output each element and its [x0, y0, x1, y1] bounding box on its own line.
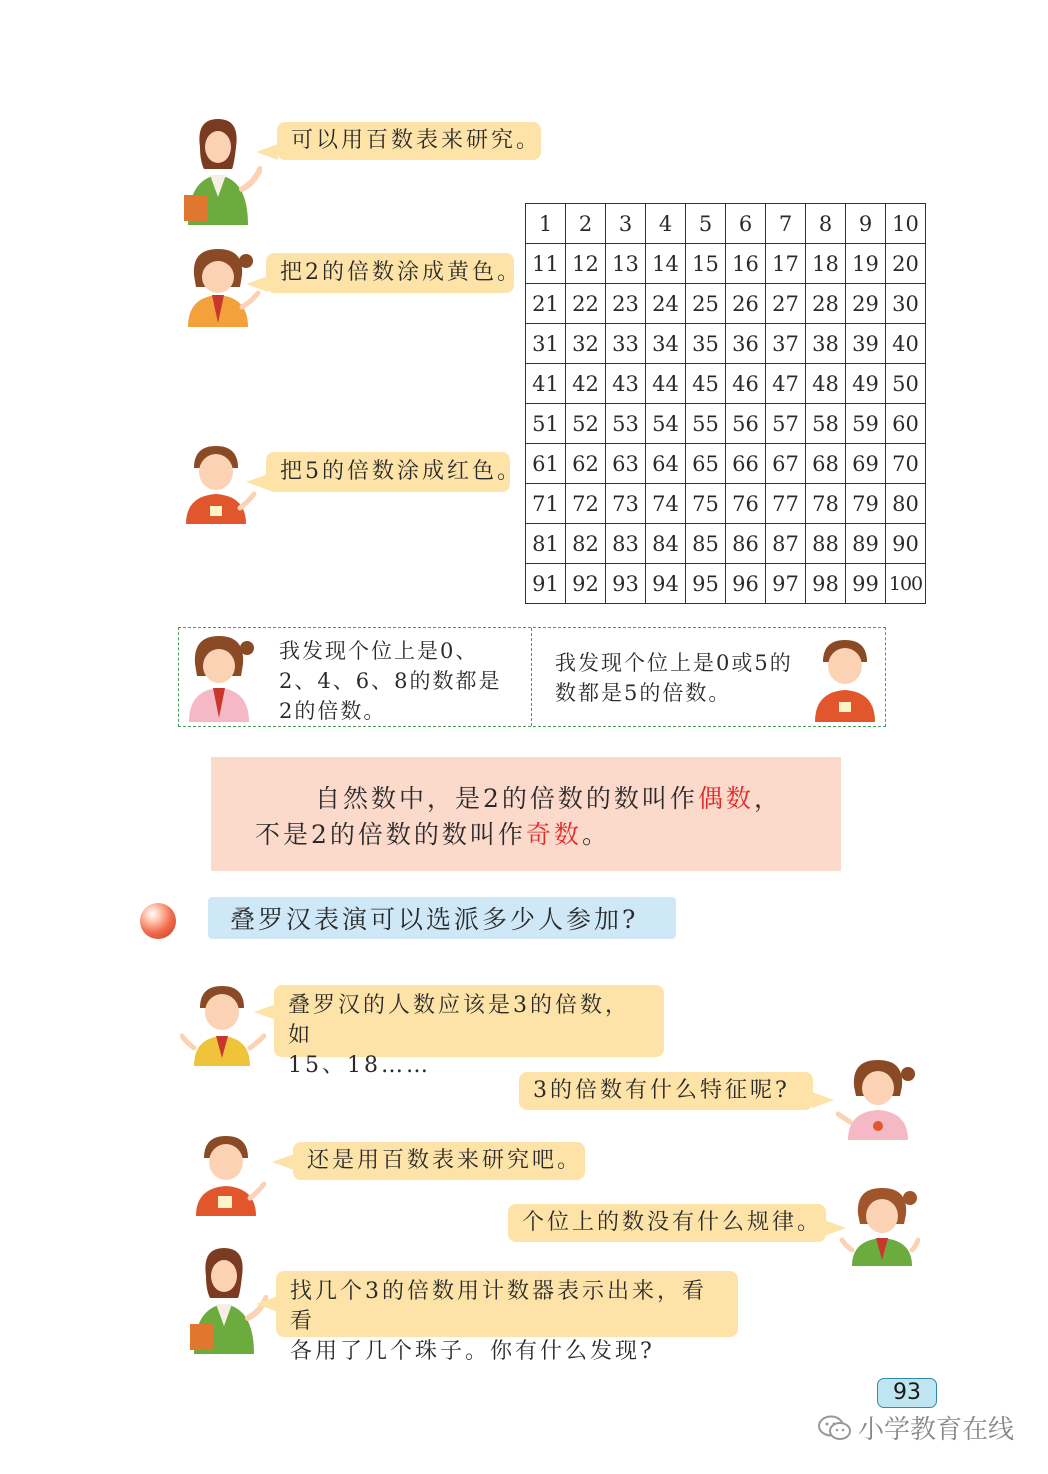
- table-cell: 5: [686, 204, 726, 244]
- discovery-box: [178, 627, 886, 727]
- table-cell: 64: [646, 444, 686, 484]
- table-cell: 47: [766, 364, 806, 404]
- table-cell: 95: [686, 564, 726, 604]
- definition-box: [211, 757, 841, 871]
- table-cell: 81: [526, 524, 566, 564]
- table-cell: 59: [846, 404, 886, 444]
- table-row: [526, 204, 926, 244]
- definition-line-1: [315, 779, 782, 815]
- table-cell: 11: [526, 244, 566, 284]
- speech-bubble-teacher-2: [276, 1271, 738, 1364]
- page-number: 93: [877, 1378, 937, 1408]
- table-cell: 2: [566, 204, 606, 244]
- table-cell: 57: [766, 404, 806, 444]
- definition-line-2: [255, 815, 610, 851]
- table-cell: 49: [846, 364, 886, 404]
- bubble-tail: [812, 1092, 834, 1108]
- table-cell: 3: [606, 204, 646, 244]
- definition-text: 。: [581, 820, 610, 849]
- question-heading: 叠罗汉表演可以选派多少人参加?: [208, 897, 676, 939]
- table-cell: 88: [806, 524, 846, 564]
- table-cell: 10: [886, 204, 926, 244]
- table-cell: 71: [526, 484, 566, 524]
- table-cell: 42: [566, 364, 606, 404]
- speech-bubble-girl-3: 个位上的数没有什么规律。: [508, 1204, 826, 1242]
- table-cell: 54: [646, 404, 686, 444]
- table-cell: 37: [766, 324, 806, 364]
- table-cell: 36: [726, 324, 766, 364]
- table-cell: 35: [686, 324, 726, 364]
- table-row: [526, 324, 926, 364]
- speech-bubble-girl-2: 3的倍数有什么特征呢?: [519, 1072, 813, 1110]
- discovery-left-text: [279, 636, 501, 726]
- table-row: [526, 444, 926, 484]
- table-cell: 99: [846, 564, 886, 604]
- table-cell: 18: [806, 244, 846, 284]
- table-cell: 85: [686, 524, 726, 564]
- table-cell: 13: [606, 244, 646, 284]
- table-cell: 76: [726, 484, 766, 524]
- speech-bubble-boy: 把5的倍数涂成红色。: [266, 452, 510, 492]
- table-cell: 98: [806, 564, 846, 604]
- table-cell: 53: [606, 404, 646, 444]
- definition-text: 自然数中，是2的倍数的数叫作: [315, 784, 698, 813]
- table-cell: 12: [566, 244, 606, 284]
- table-cell: 79: [846, 484, 886, 524]
- table-cell: 94: [646, 564, 686, 604]
- table-cell: 90: [886, 524, 926, 564]
- table-cell: 73: [606, 484, 646, 524]
- table-cell: 55: [686, 404, 726, 444]
- teacher-figure-icon: [182, 117, 262, 225]
- bubble-text: [288, 991, 650, 1081]
- table-cell: 77: [766, 484, 806, 524]
- definition-text: ，: [753, 784, 782, 813]
- table-cell: 6: [726, 204, 766, 244]
- table-cell: 50: [886, 364, 926, 404]
- table-cell: 46: [726, 364, 766, 404]
- table-cell: 38: [806, 324, 846, 364]
- speech-bubble-teacher: 可以用百数表来研究。: [277, 122, 541, 160]
- table-cell: 14: [646, 244, 686, 284]
- table-cell: 97: [766, 564, 806, 604]
- table-cell: 9: [846, 204, 886, 244]
- table-row: [526, 404, 926, 444]
- girl-figure-icon: [836, 1056, 916, 1140]
- table-cell: 30: [886, 284, 926, 324]
- table-cell: 56: [726, 404, 766, 444]
- table-cell: 93: [606, 564, 646, 604]
- boy-figure-icon: [180, 984, 266, 1066]
- table-cell: 15: [686, 244, 726, 284]
- table-cell: 19: [846, 244, 886, 284]
- bubble-tail: [256, 1296, 278, 1312]
- table-cell: 39: [846, 324, 886, 364]
- table-cell: 20: [886, 244, 926, 284]
- table-cell: 69: [846, 444, 886, 484]
- bubble-text: [290, 1277, 724, 1367]
- bubble-line: 叠罗汉的人数应该是3的倍数，如: [288, 993, 630, 1048]
- table-cell: 44: [646, 364, 686, 404]
- table-row: [526, 364, 926, 404]
- table-cell: 28: [806, 284, 846, 324]
- table-cell: 68: [806, 444, 846, 484]
- table-row: [526, 244, 926, 284]
- girl-figure-icon: [185, 634, 263, 722]
- table-cell: 89: [846, 524, 886, 564]
- table-cell: 63: [606, 444, 646, 484]
- table-row: [526, 524, 926, 564]
- table-cell: 43: [606, 364, 646, 404]
- table-cell: 45: [686, 364, 726, 404]
- watermark-text: 小学教育在线: [858, 1415, 1015, 1445]
- table-cell: 25: [686, 284, 726, 324]
- bubble-tail: [256, 144, 278, 160]
- table-cell: 29: [846, 284, 886, 324]
- table-cell: 24: [646, 284, 686, 324]
- table-cell: 60: [886, 404, 926, 444]
- bubble-tail: [246, 276, 268, 292]
- table-cell: 91: [526, 564, 566, 604]
- table-cell: 61: [526, 444, 566, 484]
- table-cell: 92: [566, 564, 606, 604]
- bubble-line: 找几个3的倍数用计数器表示出来，看看: [290, 1279, 707, 1334]
- table-cell: 23: [606, 284, 646, 324]
- table-cell: 7: [766, 204, 806, 244]
- table-cell: 62: [566, 444, 606, 484]
- table-cell: 83: [606, 524, 646, 564]
- table-cell: 48: [806, 364, 846, 404]
- speech-bubble-girl: 把2的倍数涂成黄色。: [266, 253, 514, 293]
- bubble-tail: [254, 1004, 276, 1020]
- table-cell: 70: [886, 444, 926, 484]
- table-cell: 100: [886, 564, 926, 604]
- table-cell: 96: [726, 564, 766, 604]
- table-cell: 1: [526, 204, 566, 244]
- table-cell: 16: [726, 244, 766, 284]
- table-cell: 87: [766, 524, 806, 564]
- speech-bubble-boy-2: [274, 985, 664, 1078]
- table-row: [526, 484, 926, 524]
- definition-text: 不是2的倍数的数叫作: [255, 820, 526, 849]
- table-cell: 80: [886, 484, 926, 524]
- table-cell: 4: [646, 204, 686, 244]
- table-cell: 17: [766, 244, 806, 284]
- table-cell: 27: [766, 284, 806, 324]
- discovery-right-line: 我发现个位上是0或5的: [555, 651, 793, 675]
- odd-number-term: 奇数: [525, 820, 582, 849]
- hundred-number-table: [525, 203, 926, 604]
- discovery-left-line: 2、4、6、8的数都是: [279, 669, 502, 693]
- table-cell: 86: [726, 524, 766, 564]
- table-cell: 26: [726, 284, 766, 324]
- bubble-line: 各用了几个珠子。你有什么发现?: [290, 1339, 655, 1364]
- bullet-ball-icon: [140, 903, 176, 939]
- boy-figure-icon: [809, 638, 883, 722]
- table-cell: 65: [686, 444, 726, 484]
- girl-figure-icon: [840, 1184, 920, 1266]
- table-cell: 51: [526, 404, 566, 444]
- discovery-left-line: 我发现个位上是0、: [279, 639, 479, 663]
- table-cell: 66: [726, 444, 766, 484]
- table-cell: 78: [806, 484, 846, 524]
- table-cell: 58: [806, 404, 846, 444]
- discovery-left-line: 2的倍数。: [279, 699, 387, 723]
- table-cell: 40: [886, 324, 926, 364]
- table-cell: 74: [646, 484, 686, 524]
- table-row: [526, 284, 926, 324]
- table-cell: 82: [566, 524, 606, 564]
- table-cell: 34: [646, 324, 686, 364]
- table-cell: 67: [766, 444, 806, 484]
- table-cell: 52: [566, 404, 606, 444]
- even-number-term: 偶数: [697, 784, 754, 813]
- table-cell: 75: [686, 484, 726, 524]
- bubble-tail: [246, 474, 268, 490]
- speech-bubble-boy-3: 还是用百数表来研究吧。: [293, 1142, 585, 1180]
- table-cell: 84: [646, 524, 686, 564]
- table-row: [526, 564, 926, 604]
- wechat-icon: [818, 1415, 852, 1441]
- boy-figure-icon: [192, 1134, 268, 1216]
- table-cell: 32: [566, 324, 606, 364]
- table-cell: 41: [526, 364, 566, 404]
- discovery-right-text: [555, 648, 793, 708]
- table-cell: 31: [526, 324, 566, 364]
- discovery-divider: [531, 628, 532, 726]
- table-cell: 72: [566, 484, 606, 524]
- discovery-right-line: 数都是5的倍数。: [555, 681, 732, 705]
- bubble-line: 15、18……: [288, 1053, 431, 1078]
- table-cell: 22: [566, 284, 606, 324]
- watermark: [818, 1409, 1014, 1446]
- table-cell: 21: [526, 284, 566, 324]
- table-cell: 8: [806, 204, 846, 244]
- table-cell: 33: [606, 324, 646, 364]
- bubble-tail: [272, 1154, 294, 1170]
